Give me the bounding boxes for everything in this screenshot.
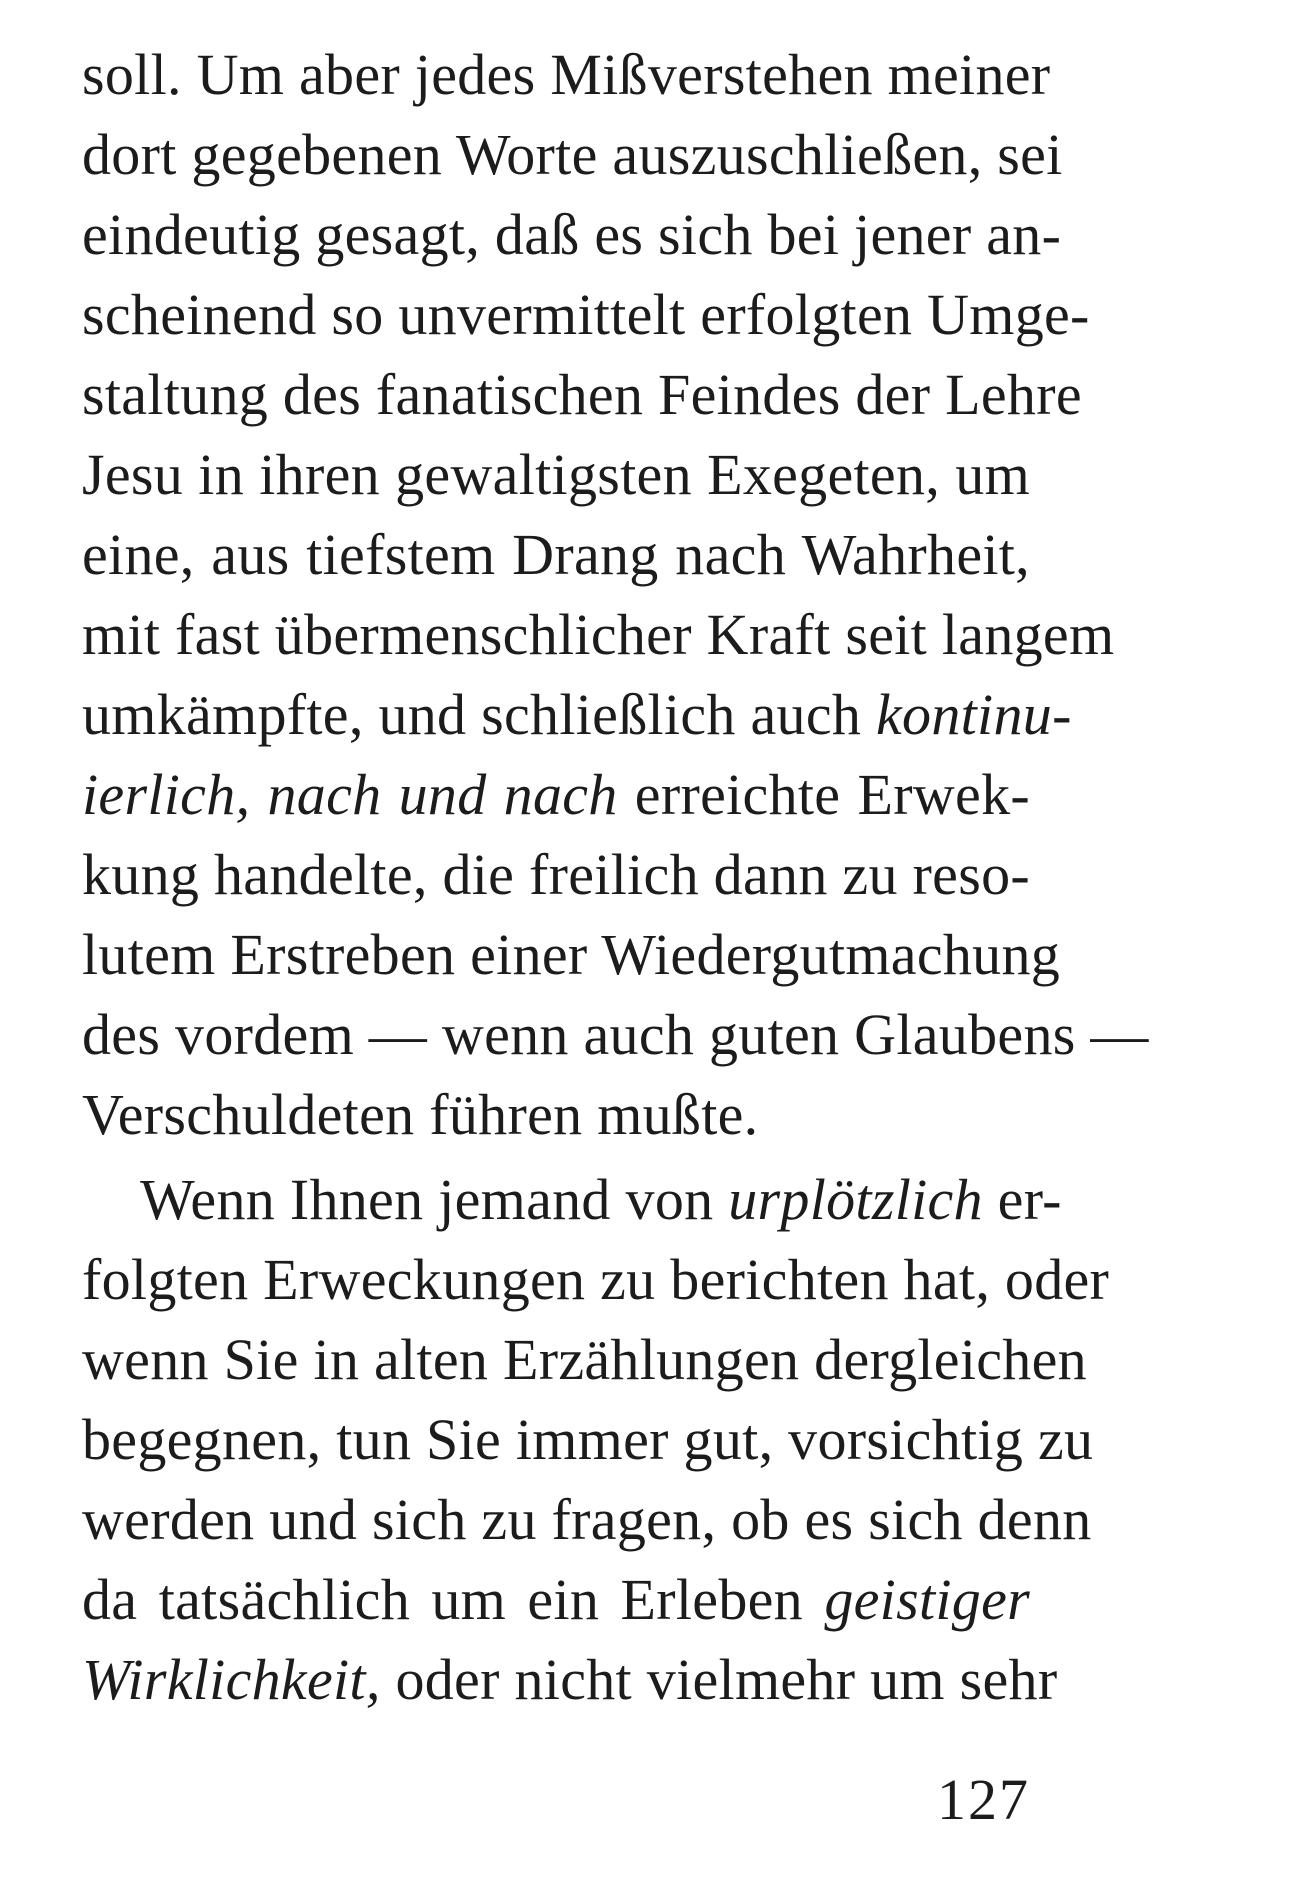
text-line-4: scheinend so unvermittelt erfolgten Umge- <box>82 282 1090 347</box>
text-line-10 <box>82 755 1030 835</box>
text-line-20-italic: geistiger <box>824 1567 1030 1632</box>
text-line-5: staltung des fanatischen Feindes der Lehre <box>82 362 1082 427</box>
text-line-21 <box>82 1640 1058 1720</box>
text-line-3: eindeutig gesagt, daß es sich bei jener an- <box>82 202 1062 267</box>
text-line-6: Jesu in ihren gewaltigsten Exegeten, um <box>82 442 1030 507</box>
text-line-10-italic: ierlich, nach und nach <box>82 762 618 827</box>
text-line-7: eine, aus tiefstem Drang nach Wahrheit, <box>82 522 1030 587</box>
text-line-9 <box>82 675 1072 755</box>
text-line-9-regular: umkämpfte, und schließlich auch <box>82 682 876 747</box>
text-line-20 <box>82 1560 1030 1640</box>
page-number: 127 <box>937 1767 1030 1832</box>
text-line-14: Verschuldeten führen mußte. <box>82 1082 759 1147</box>
text-line-21-italic: Wirklichkeit, <box>82 1647 381 1712</box>
text-line-20-regular: da tatsächlich um ein Erleben <box>82 1567 825 1632</box>
text-line-12: lutem Erstreben einer Wiedergutmachung <box>82 922 1061 987</box>
text-line-21-regular: oder nicht vielmehr um sehr <box>380 1647 1058 1712</box>
text-line-18: begegnen, tun Sie immer gut, vorsichtig zu <box>82 1407 1094 1472</box>
text-line-13: des vordem — wenn auch guten Glaubens — <box>82 1002 1149 1067</box>
text-line-17: wenn Sie in alten Erzählungen dergleichen <box>82 1327 1087 1392</box>
text-line-8: mit fast übermenschlicher Kraft seit langem <box>82 602 1115 667</box>
text-line-10-regular: erreichte Erwek- <box>617 762 1030 827</box>
text-line-11: kung handelte, die freilich dann zu reso- <box>82 842 1031 907</box>
text-line-15 <box>140 1160 1062 1240</box>
text-line-15-regular: Wenn Ihnen jemand von <box>140 1167 729 1232</box>
text-line-19: werden und sich zu fragen, ob es sich denn <box>82 1487 1092 1552</box>
text-line-15-italic: urplötzlich <box>728 1167 983 1232</box>
text-line-16: folgten Erweckungen zu berichten hat, oder <box>82 1247 1110 1312</box>
text-line-15-tail: er- <box>982 1167 1062 1232</box>
text-line-9-italic: kontinu- <box>876 682 1072 747</box>
text-line-1: soll. Um aber jedes Mißverstehen meiner <box>82 42 1051 107</box>
text-line-2: dort gegebenen Worte auszuschließen, sei <box>82 122 1063 187</box>
